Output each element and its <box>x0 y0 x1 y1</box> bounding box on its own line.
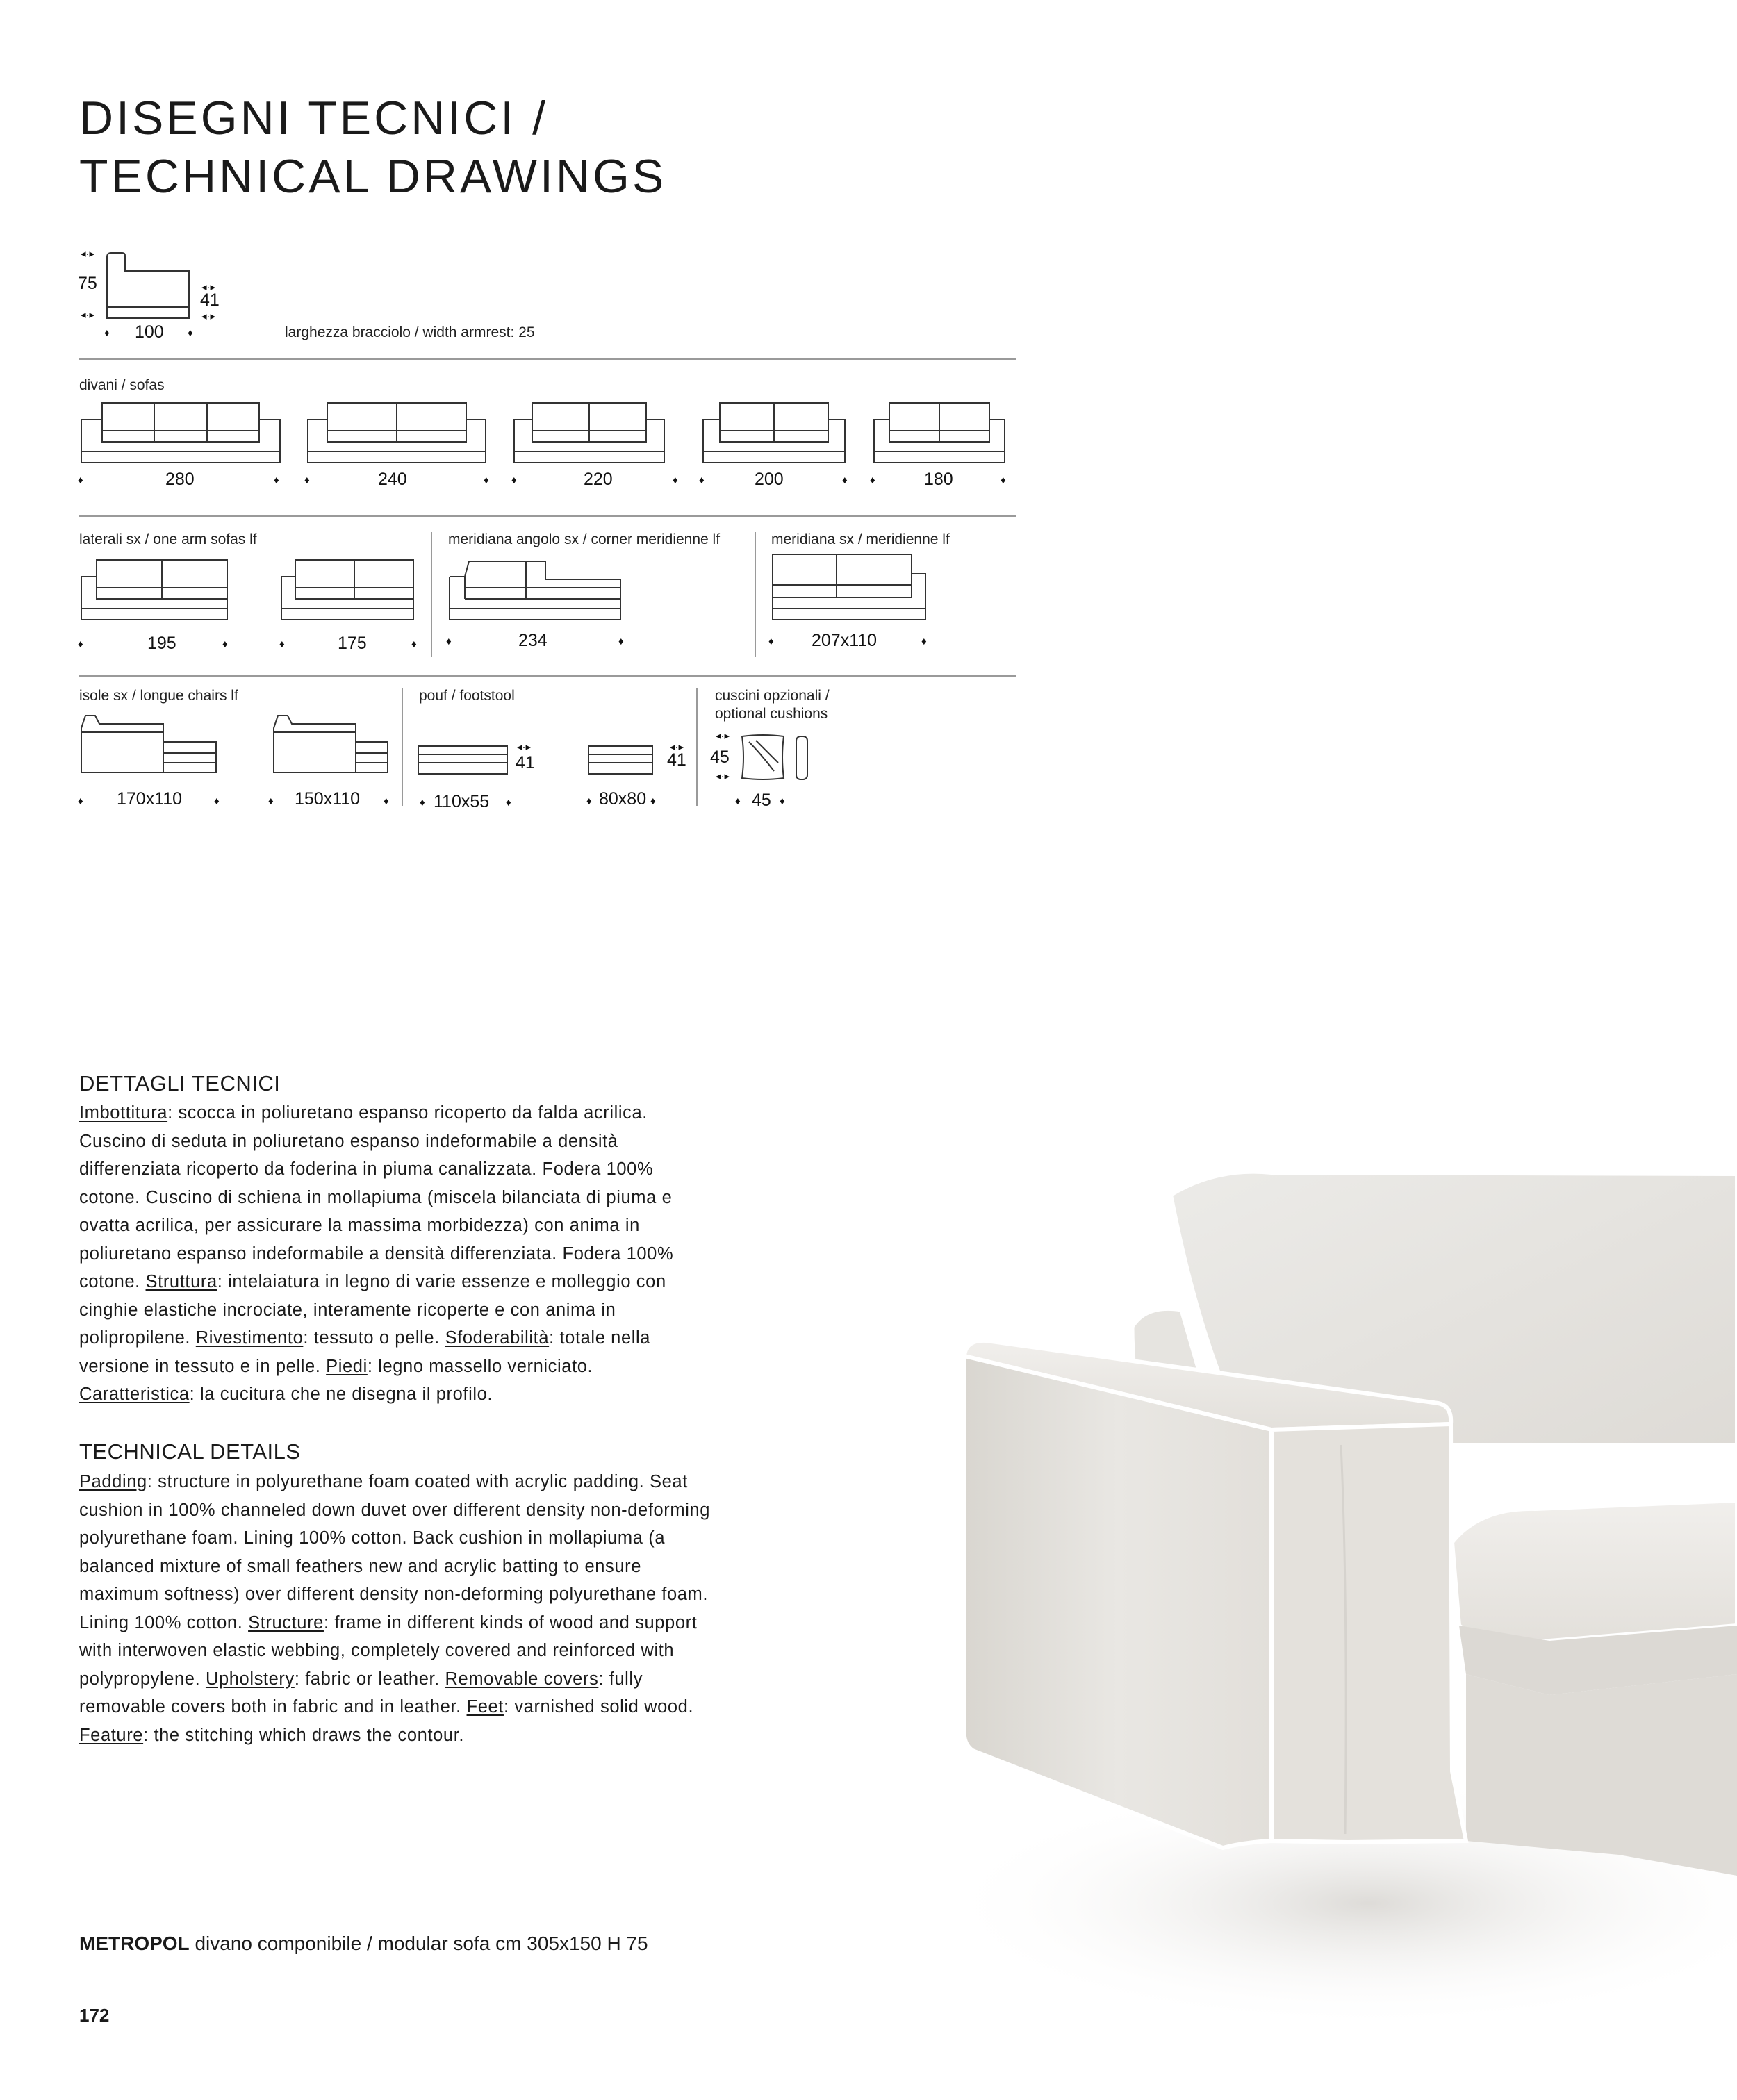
title-line-2: TECHNICAL DRAWINGS <box>79 150 667 203</box>
longue-170-drawing <box>80 713 219 775</box>
arrow-marker: ♦ <box>699 474 705 486</box>
arrow-marker: ♦ <box>78 795 83 807</box>
details-en-key: Structure <box>248 1612 324 1632</box>
one-arm-label: laterali sx / one arm sofas lf <box>79 531 257 547</box>
arrow-marker: ♦ <box>768 636 774 647</box>
sofa-180-drawing <box>873 402 1006 465</box>
cushion-drawing <box>739 732 816 782</box>
one-arm-width-175: 175 <box>338 634 367 653</box>
longue-label: isole sx / longue chairs lf <box>79 688 238 704</box>
one-arm-width-195: 195 <box>147 634 176 653</box>
arrow-marker: ◂·▸ <box>670 741 684 753</box>
arrow-marker: ♦ <box>78 474 83 486</box>
arrow-marker: ♦ <box>268 795 274 807</box>
meridienne-drawing <box>771 553 927 622</box>
product-caption <box>79 1933 648 1955</box>
pouf-size-110: 110x55 <box>434 792 490 811</box>
arrow-marker: ♦ <box>274 474 279 486</box>
longue-size-150: 150x110 <box>295 789 361 809</box>
arrow-marker: ♦ <box>78 638 83 650</box>
longue-150-drawing <box>272 713 390 775</box>
sofa-width-200: 200 <box>755 470 784 489</box>
divider <box>79 358 1016 360</box>
arrow-marker: ♦ <box>1001 474 1006 486</box>
product-name: METROPOL <box>79 1933 190 1954</box>
details-en-text: Padding: structure in polyurethane foam coated with acrylic padding. Seat cushion in 100% channeled down duvet over different density non-deforming polyurethane foam. Lining 100% cotton. Back cushion in mollapiuma (a balanced mixture of small feathers new and acrylic batting to ensure maximum softness) over different density non-deforming polyurethane foam. Lining 100% cotton. Structure: frame in different kinds of wood and support with interwoven elastic webbing, completely covered and reinforced with polypropylene. Upholstery: fabric or leather. Removable covers: fully removable covers both in fabric and in leather. Feet: varnished solid wood. Feature: the stitching which draws the contour. <box>79 1472 711 1745</box>
meridienne-label: meridiana sx / meridienne lf <box>771 531 950 547</box>
pouf-height-2: 41 <box>667 750 686 770</box>
details-it-key: Piedi <box>326 1356 368 1376</box>
details-en-key: Feature <box>79 1725 144 1745</box>
product-description: divano componibile / modular sofa cm 305x150 H 75 <box>189 1933 648 1954</box>
page-number: 172 <box>79 2005 110 2026</box>
module-depth-label: 100 <box>135 322 164 342</box>
arrow-marker: ♦ <box>842 474 848 486</box>
sofa-photo <box>924 1146 1737 2100</box>
arrow-marker: ◂·▸ <box>201 311 216 322</box>
pouf-80-drawing <box>587 745 654 775</box>
details-en-key: Feet <box>466 1697 504 1717</box>
cushions-label-1: cuscini opzionali / <box>715 688 830 704</box>
cushion-width: 45 <box>752 791 771 810</box>
arrow-marker: ♦ <box>304 474 310 486</box>
arrow-marker: ♦ <box>222 638 228 650</box>
details-en-key: Padding <box>79 1472 147 1491</box>
sofa-280-drawing <box>80 402 281 465</box>
title-line-1: DISEGNI TECNICI / <box>79 92 549 144</box>
details-it-key: Imbottitura <box>79 1103 168 1123</box>
pouf-size-80: 80x80 <box>599 789 647 809</box>
arrow-marker: ♦ <box>279 638 285 650</box>
module-height-label: 75 <box>78 274 97 293</box>
one-arm-175-drawing <box>280 559 415 622</box>
page-title <box>79 89 666 206</box>
module-side-drawing <box>104 250 201 320</box>
sofa-200-drawing <box>702 402 846 465</box>
arrow-marker: ♦ <box>780 795 785 807</box>
arrow-marker: ◂·▸ <box>716 730 730 742</box>
arrow-marker: ◂·▸ <box>81 309 95 321</box>
arrow-marker: ♦ <box>188 327 193 339</box>
cushion-height: 45 <box>710 747 730 767</box>
divider <box>79 515 1016 517</box>
sofa-240-drawing <box>306 402 487 465</box>
column-divider <box>696 688 698 806</box>
corner-meridienne-label: meridiana angolo sx / corner meridienne lf <box>448 531 721 547</box>
details-en-key: Removable covers <box>445 1669 599 1689</box>
arrow-marker: ♦ <box>921 636 927 647</box>
details-it-key: Sfoderabilità <box>445 1328 550 1348</box>
sofa-width-240: 240 <box>378 470 407 489</box>
arrow-marker: ♦ <box>870 474 875 486</box>
arrow-marker: ♦ <box>511 474 517 486</box>
arrow-marker: ◂·▸ <box>716 770 730 782</box>
one-arm-195-drawing <box>80 559 229 622</box>
pouf-height-1: 41 <box>516 753 535 772</box>
divider <box>79 675 1016 677</box>
arrow-marker: ♦ <box>446 636 452 647</box>
arrow-marker: ♦ <box>586 795 592 807</box>
column-divider <box>402 688 403 806</box>
arrow-marker: ♦ <box>673 474 678 486</box>
details-it-text: Imbottitura: scocca in poliuretano espanso ricoperto da falda acrilica. Cuscino di seduta in poliuretano espanso indeformabile a densità differenziata ricoperto da foderina in piuma canalizzata. Fodera 100% cotone. Cuscino di schiena in mollapiuma (miscela bilanciata di piuma e ovatta acrilica, per assicurare la massima morbidezza) con anima in poliuretano espanso indeformabile a densità differenziata. Fodera 100% cotone. Struttura: intelaiatura in legno di varie essenze e molleggio con cinghie elastiche incrociate, interamente ricoperte e con anima in polipropilene. Rivestimento: tessuto o pelle. Sfoderabilità: totale nella versione in tessuto e in pelle. Piedi: legno massello verniciato. Caratteristica: la cucitura che ne disegna il profilo. <box>79 1103 674 1404</box>
arrow-marker: ♦ <box>104 327 110 339</box>
pouf-label: pouf / footstool <box>419 688 515 704</box>
armrest-note: larghezza bracciolo / width armrest: 25 <box>285 324 535 340</box>
arrow-marker: ♦ <box>735 795 741 807</box>
arrow-marker: ♦ <box>484 474 489 486</box>
module-seat-height-label: 41 <box>200 290 220 310</box>
arrow-marker: ◂·▸ <box>201 281 216 293</box>
details-it-heading: DETTAGLI TECNICI <box>79 1071 281 1096</box>
details-en-heading: TECHNICAL DETAILS <box>79 1439 301 1464</box>
arrow-marker: ♦ <box>214 795 220 807</box>
arrow-marker: ◂·▸ <box>517 741 532 753</box>
meridienne-size: 207x110 <box>812 631 878 650</box>
corner-meridienne-width: 234 <box>518 631 548 650</box>
details-en-key: Upholstery <box>205 1669 295 1689</box>
sofa-width-180: 180 <box>924 470 953 489</box>
sofa-width-220: 220 <box>584 470 613 489</box>
sofa-width-280: 280 <box>165 470 195 489</box>
arrow-marker: ◂·▸ <box>81 248 95 260</box>
details-it-key: Rivestimento <box>195 1328 304 1348</box>
details-it-key: Caratteristica <box>79 1384 190 1404</box>
sofa-220-drawing <box>513 402 666 465</box>
sofas-label: divani / sofas <box>79 377 165 393</box>
details-it-key: Struttura <box>145 1272 217 1291</box>
corner-meridienne-drawing <box>448 559 622 622</box>
column-divider <box>755 532 756 657</box>
arrow-marker: ♦ <box>384 795 389 807</box>
arrow-marker: ♦ <box>411 638 417 650</box>
column-divider <box>431 532 432 657</box>
arrow-marker: ♦ <box>420 797 425 809</box>
longue-size-170: 170x110 <box>117 789 183 809</box>
pouf-110-drawing <box>417 745 509 775</box>
arrow-marker: ♦ <box>506 797 511 809</box>
cushions-label-2: optional cushions <box>715 706 828 722</box>
arrow-marker: ♦ <box>650 795 656 807</box>
arrow-marker: ♦ <box>618 636 624 647</box>
